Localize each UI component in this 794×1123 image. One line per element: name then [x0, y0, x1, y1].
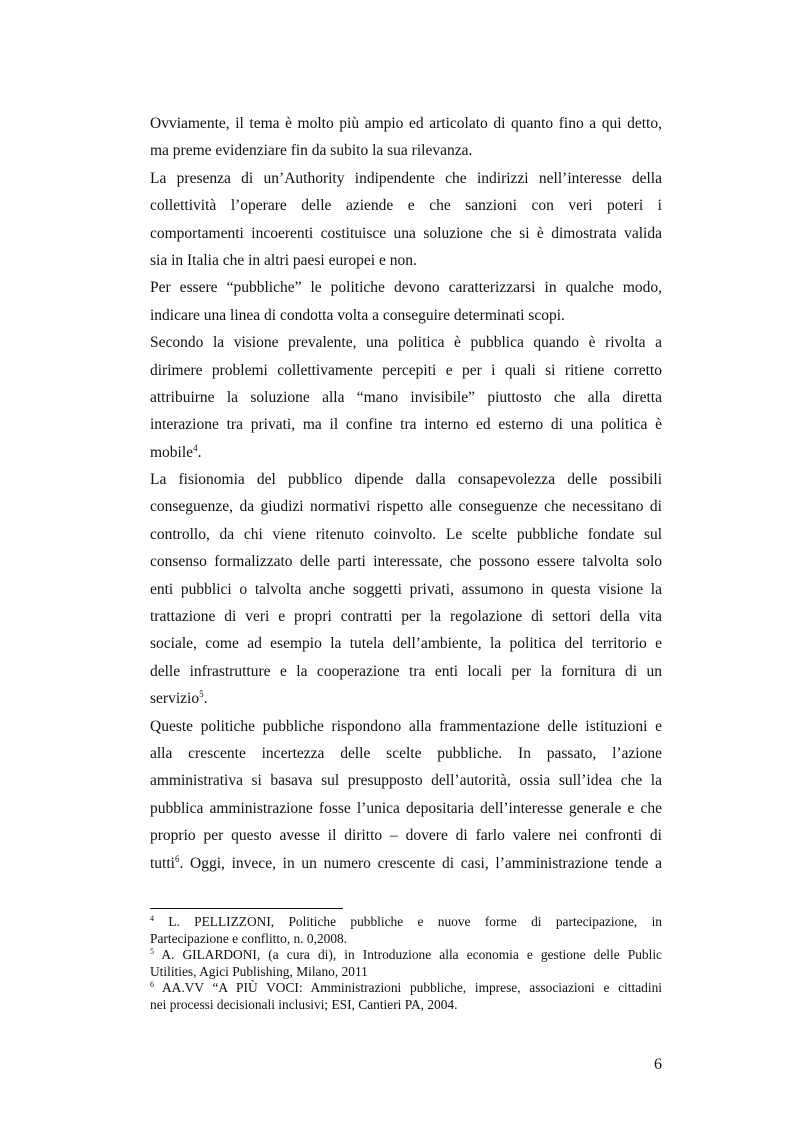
- body-line: consenso formalizzato delle parti interessate, che possono essere talvolta solo: [150, 553, 662, 571]
- footnote-line: $^6$ AA.VV “A PIÙ VOCI: Amministrazioni pubbliche, imprese, associazioni e cittadini: [150, 980, 662, 996]
- body-line: tutti$^6$. Oggi, invece, in un numero crescente di casi, l’amministrazione tende a: [150, 853, 662, 872]
- body-line: proprio per questo avesse il diritto – dovere di farlo valere nei confronti di: [150, 827, 662, 845]
- body-line: Secondo la visione prevalente, una politica è pubblica quando è rivolta a: [150, 334, 662, 352]
- body-line: collettività l’operare delle aziende e che sanzioni con veri poteri i: [150, 197, 662, 215]
- footnotes: [150, 914, 662, 1014]
- footnote-marker: 5: [199, 689, 204, 700]
- body-line: Ovviamente, il tema è molto più ampio ed articolato di quanto fino a qui detto,: [150, 115, 662, 132]
- footnote-line: nei processi decisionali inclusivi; ESI, Cantieri PA, 2004.: [150, 996, 458, 1012]
- body-line: controllo, da chi viene ritenuto coinvolto. Le scelte pubbliche fondate sul: [150, 525, 662, 543]
- body-line: Per essere “pubbliche” le politiche devono caratterizzarsi in qualche modo,: [150, 279, 662, 297]
- footnote-marker: 6: [174, 853, 180, 864]
- body-line: amministrativa si basava sul presupposto dell’autorità, ossia sull’idea che la: [150, 772, 662, 790]
- body-line: La presenza di un’Authority indipendente che indirizzi nell’interesse della: [150, 169, 662, 187]
- body-line: dirimere problemi collettivamente percepiti e per i quali si ritiene corretto: [150, 361, 662, 379]
- body-line: conseguenze, da giudizi normativi rispetto alle conseguenze che necessitano di: [150, 498, 662, 516]
- footnote-separator: [150, 908, 343, 909]
- body-line: ma preme evidenziare fin da subito la sua rilevanza.: [150, 142, 473, 160]
- body-line: comportamenti incoerenti costituisce una soluzione che si è dimostrata valida: [150, 224, 662, 242]
- body-line: attribuirne la soluzione alla “mano invisibile” piuttosto che alla diretta: [150, 388, 662, 406]
- body-line: sia in Italia che in altri paesi europei e non.: [150, 251, 417, 269]
- body-line: alla crescente incertezza delle scelte pubbliche. In passato, l’azione: [150, 744, 662, 762]
- footnote-line: Utilities, Agici Publishing, Milano, 2011: [150, 963, 368, 979]
- footnote-line: Partecipazione e conflitto, n. 0,2008.: [150, 930, 348, 946]
- footnote-line: $^5$ A. GILARDONI, (a cura di), in Introduzione alla economia e gestione delle Public: [150, 947, 662, 963]
- page-number: 6: [654, 1056, 662, 1073]
- footnote-marker: 4: [193, 442, 198, 453]
- body-line: Queste politiche pubbliche rispondono alla frammentazione delle istituzioni e: [150, 717, 662, 735]
- body-line: interazione tra privati, ma il confine tra interno ed esterno di una politica è: [150, 416, 662, 434]
- body-line: sociale, come ad esempio la tutela dell’ambiente, la politica del territorio e: [150, 635, 662, 653]
- body-text: [150, 110, 662, 877]
- body-line: servizio$^5$.: [150, 689, 208, 708]
- body-line: La fisionomia del pubblico dipende dalla consapevolezza delle possibili: [150, 471, 662, 489]
- body-line: pubblica amministrazione fosse l’unica depositaria dell’interesse generale e che: [150, 799, 662, 817]
- body-line: indicare una linea di condotta volta a conseguire determinati scopi.: [150, 306, 565, 324]
- body-line: trattazione di veri e propri contratti per la regolazione di settori della vita: [150, 608, 662, 626]
- body-line: delle infrastrutture e la cooperazione tra enti locali per la fornitura di un: [150, 662, 662, 680]
- body-line: mobile$^4$.: [150, 442, 202, 461]
- footnote-line: $^4$ L. PELLIZZONI, Politiche pubbliche e nuove forme di partecipazione, in: [150, 914, 662, 929]
- body-line: enti pubblici o talvolta anche soggetti privati, assumono in questa visione la: [150, 580, 662, 598]
